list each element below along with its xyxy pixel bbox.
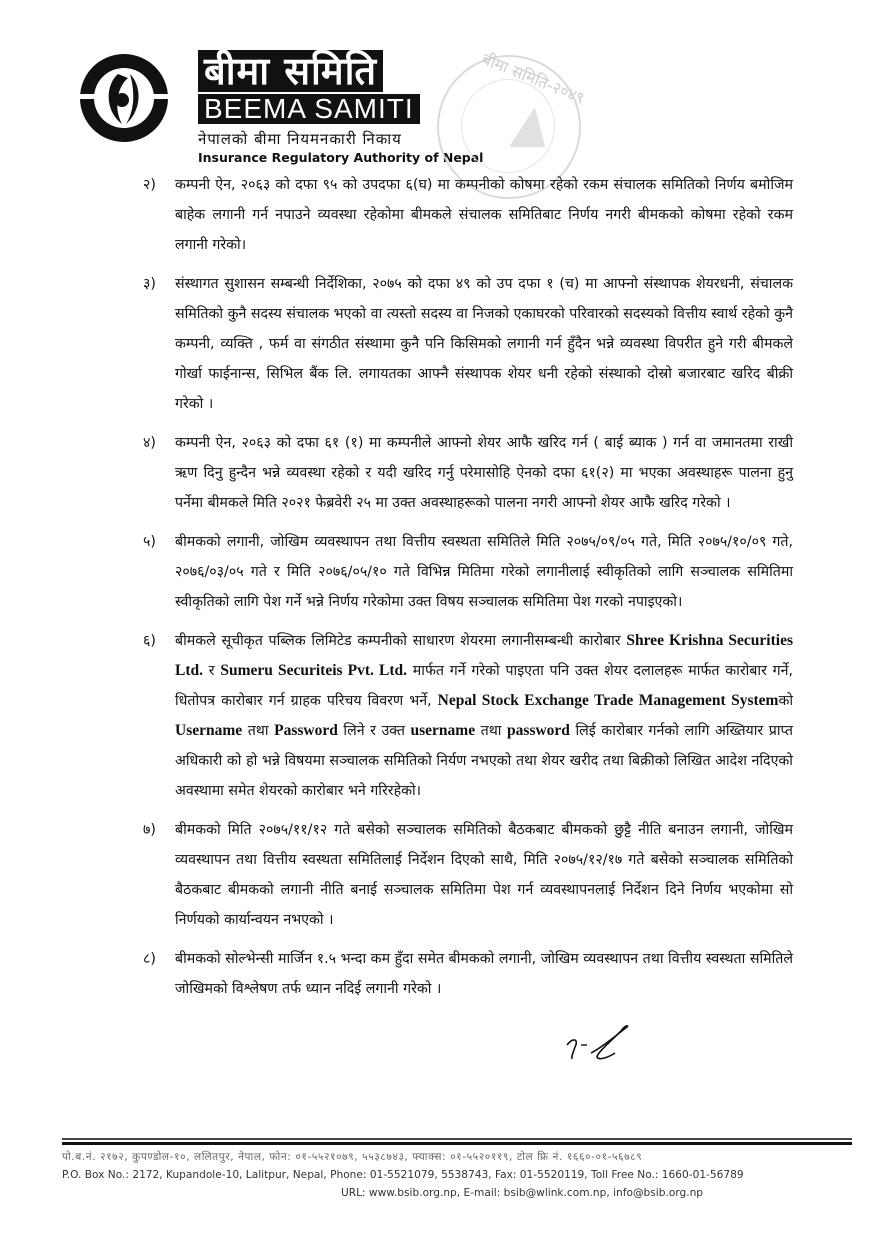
- item-text: बीमकको सोल्भेन्सी मार्जिन १.५ भन्दा कम हुँदा समेत बीमकको लगानी, जोखिम व्यवस्थापन तथा वित्तीय स्वस्थता समितिले जोखिमको विश्लेषण तर्फ ध्यान नदिई लगानी गरेको ।: [175, 951, 793, 997]
- footer-address-nepali: पो.ब.नं. २१७२, कुपण्डोल-१०, ललितपुर, नेपाल, फोन: ०१-५५२१०७९, ५५३८७४३, फ्याक्स: ०१-५५२०११९, टोल फ्रि नं. १६६०-०१-५६७८९: [62, 1151, 643, 1163]
- item-number: ५): [143, 534, 156, 550]
- text-segment: को: [778, 693, 794, 709]
- text-segment: तथा: [242, 723, 275, 739]
- item-text: कम्पनी ऐन, २०६३ को दफा ६१ (१) मा कम्पनीले आफ्नो शेयर आफै खरिद गर्न ( बाई ब्याक ) गर्न वा जमानतमा राखी ऋण दिनु हुन्दैन भन्ने व्यवस्था रहेको र यदी खरिद गर्नु परेमासोहि ऐनको दफा ६१(२) मा भएका अवस्थाहरू पालना हुनु पर्नेमा बीमकले मिति २०२१ फेब्रवेरी २५ मा उक्त अवस्थाहरूको पालना नगरी आफ्नो शेयर आफै खरिद गरेको ।: [175, 435, 793, 511]
- item-text: बीमकको लगानी, जोखिम व्यवस्थापन तथा वित्तीय स्वस्थता समितिले मिति २०७५/०९/०५ गते, मिति २०७५/१०/०९ गते, २०७६/०३/०५ गते र मिति २०७६/०५/१० गते विभिन्न मितिमा गरेको लगानीलाई स्वीकृतिको लागि सञ्चालक समितिमा स्वीकृतिको लागि पेश गर्ने भन्ने निर्णय गरेकोमा उक्त विषय सञ्चालक समितिमा पेश गरको नपाइएको।: [175, 534, 793, 610]
- item-text: [175, 633, 793, 799]
- item-text: संस्थागत सुशासन सम्बन्धी निर्देशिका, २०७५ को दफा ४९ को उप दफा १ (च) मा आफ्नो संस्थापक शेयरधनी, संचालक समितिको कुनै सदस्य संचालक भएको वा त्यस्तो सदस्य वा निजको एकाघरको परिवारको सदस्यको वित्तीय स्वार्थ रहेको कुनै कम्पनी, व्यक्ति , फर्म वा संगठीत संस्थामा कुनै पनि किसिमको लगानी गर्न हुँदैन भन्ने व्यवस्था विपरीत हुने गरी बीमकले गोर्खा फाईनान्स, सिभिल बैंक लि. लगायतका आफ्नै संस्थापक शेयर धनी रहेको संस्थाको दोस्रो बजारबाट खरिद बीक्री गरेको ।: [175, 276, 793, 412]
- footer: [62, 1148, 852, 1202]
- handwritten-signature-icon: [563, 1023, 643, 1063]
- stamp-text: बीमा समिति-२०४९: [479, 49, 588, 108]
- term-username: Username: [175, 722, 243, 739]
- footer-address-english: P.O. Box No.: 2172, Kupandole-10, Lalitpur, Nepal, Phone: 01-5521079, 5538743, Fax: 01-5520119, Toll Free No.: 1660-01-56789: [62, 1169, 744, 1181]
- item-text: कम्पनी ऐन, २०६३ को दफा ९५ को उपदफा ६(घ) मा कम्पनीको कोषमा रहेको रकम संचालक समितिको निर्णय बमोजिम बाहेक लगानी गर्न नपाउने व्यवस्था रहेकोमा बीमकले संचालक समितिबाट निर्णय नगरी बीमकको कोषमा रहेको रकम लगानी गरेको।: [175, 177, 793, 253]
- list-item: [143, 269, 793, 419]
- text-segment: मार्फत गर्ने गरेको पाइएता पनि उक्त शेयर दलालहरू मार्फत कारोबार गर्ने, धितोपत्र कारोबार गर्न ग्राहक परिचय विवरण भर्ने,: [175, 663, 794, 709]
- stamp-emblem-icon: [509, 107, 545, 147]
- org-name-nepali: नेपालको बीमा नियमनकारी निकाय: [198, 130, 402, 148]
- list-item: [143, 170, 793, 260]
- system-name: Nepal Stock Exchange Trade Management System: [437, 692, 779, 709]
- beema-samiti-emblem-icon: [78, 52, 170, 144]
- list-item: [143, 626, 793, 806]
- item-number: ८): [143, 951, 156, 967]
- text-segment: तथा: [475, 723, 508, 739]
- item-number: ७): [143, 822, 156, 838]
- footer-divider: [62, 1138, 852, 1140]
- item-number: २): [143, 177, 156, 193]
- term-password: password: [507, 722, 570, 739]
- broker-name: Sumeru Securiteis Pvt. Ltd.: [220, 662, 408, 679]
- brand-name-nepali: बीमा समिति: [198, 50, 383, 92]
- item-number: ६): [143, 633, 156, 649]
- brand-name-english: BEEMA SAMITI: [198, 94, 420, 124]
- list-item: [143, 944, 793, 1004]
- item-text: बीमकको मिति २०७५/११/१२ गते बसेको सञ्चालक समितिको बैठकबाट बीमकको छुट्टै नीति बनाउन लगानी, जोखिम व्यवस्थापन तथा वित्तीय स्वस्थता समितिलाई निर्देशन दिएको साथै, मिति २०७५/१२/१७ गते बसेको सञ्चालक समितिको बैठकबाट बीमकको लगानी नीति बनाई सञ्चालक समितिमा पेश गर्न व्यवस्थापनलाई निर्देशन दिने निर्णय भएकोमा सो निर्णयको कार्यान्वयन नभएको ।: [175, 822, 793, 928]
- list-item: [143, 815, 793, 935]
- term-password: Password: [274, 722, 338, 739]
- footer-divider: [62, 1142, 852, 1145]
- text-segment: लिई कारोबार गर्नको लागि अख्तियार प्राप्त अधिकारी को हो भन्ने विषयमा सञ्चालक समितिको निर्यण नभएको तथा शेयर खरीद तथा बिक्रीको लिखित आदेश नदिएको अवस्थामा समेत शेयरको कारोबार भने गरिरहेको।: [175, 723, 793, 799]
- text-segment: बीमकले सूचीकृत पब्लिक लिमिटेड कम्पनीको साधारण शेयरमा लगानीसम्बन्धी कारोबार: [175, 633, 627, 649]
- item-number: ४): [143, 435, 156, 451]
- text-segment: र: [203, 663, 221, 679]
- item-number: ३): [143, 276, 156, 292]
- document-body: [143, 170, 793, 1013]
- list-item: [143, 527, 793, 617]
- list-item: [143, 428, 793, 518]
- org-name-english: Insurance Regulatory Authority of Nepal: [198, 150, 484, 165]
- footer-contact: URL: www.bsib.org.np, E-mail: bsib@wlink.com.np, info@bsib.org.np: [340, 1187, 704, 1199]
- term-username: username: [410, 722, 476, 739]
- text-segment: लिने र उक्त: [337, 723, 411, 739]
- broker-name: Shree Krishna Securities Ltd.: [175, 632, 793, 679]
